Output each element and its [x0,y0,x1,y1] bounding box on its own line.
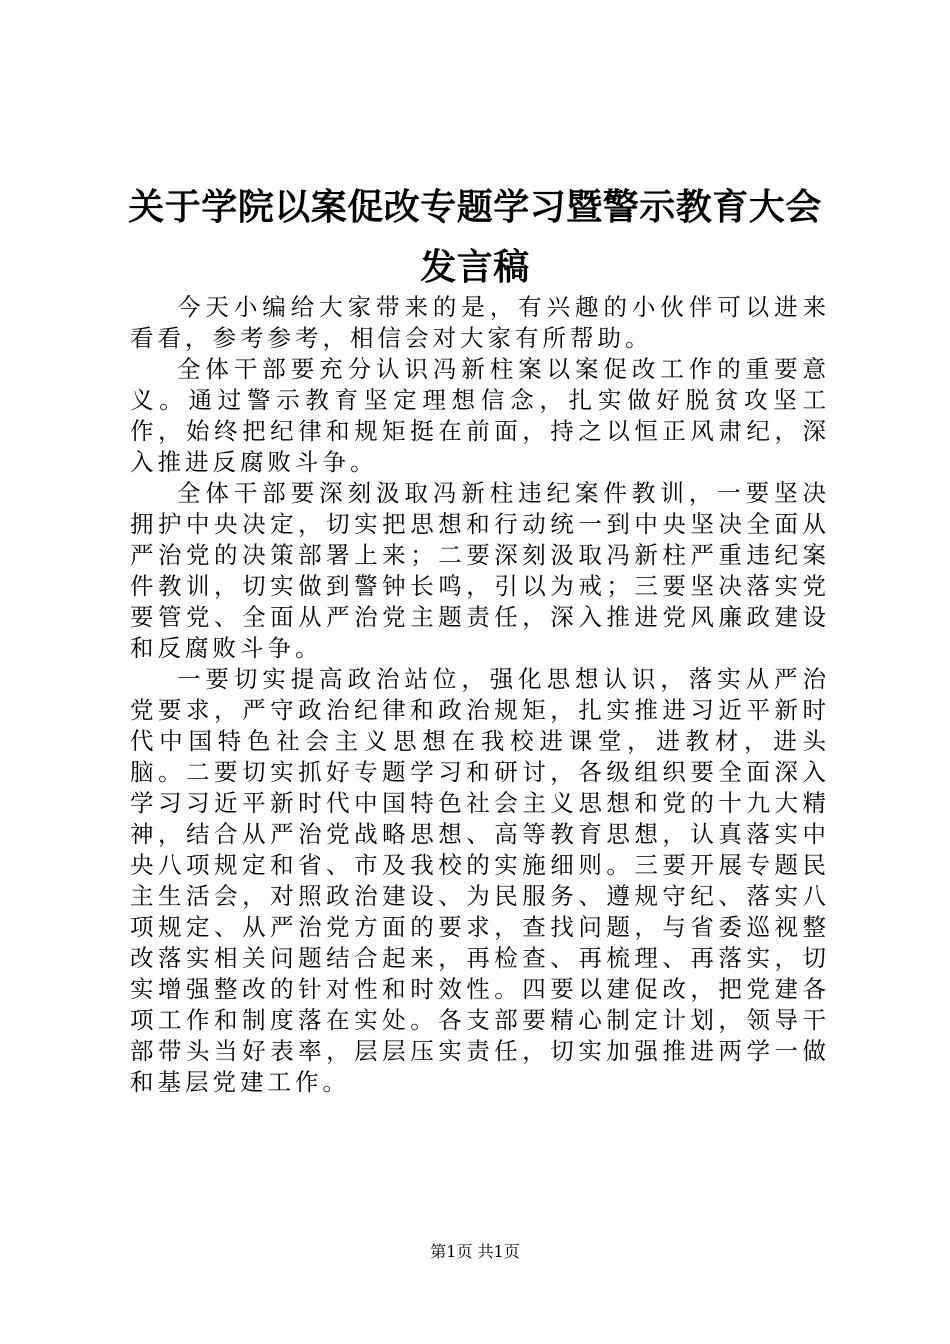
document-title: 关于学院以案促改专题学习暨警示教育大会发言稿 [128,187,822,288]
paragraph-intro: 今天小编给大家带来的是，有兴趣的小伙伴可以进来看看，参考参考，相信会对大家有所帮助。 [130,293,830,352]
paragraph-measures: 一要切实提高政治站位，强化思想认识，落实从严治党要求，严守政治纪律和政治规矩，扎实推进习近平新时代中国特色社会主义思想在我校进课堂，进教材，进头脑。二要切实抓好专题学习和研讨，各级组织要全面深入学习习近平新时代中国特色社会主义思想和党的十九大精神，结合从严治党战略思想、高等教育思想，认真落实中央八项规定和省、市及我校的实施细则。三要开展专题民主生活会，对照政治建设、为民服务、遵规守纪、落实八项规定、从严治党方面的要求，查找问题，与省委巡视整改落实相关问题结合起来，再检查、再梳理、再落实，切实增强整改的针对性和时效性。四要以建促改，把党建各项工作和制度落在实处。各支部要精心制定计划，领导干部带头当好表率，层层压实责任，切实加强推进两学一做和基层党建工作。 [130,665,830,1096]
paragraph-significance: 全体干部要充分认识冯新柱案以案促改工作的重要意义。通过警示教育坚定理想信念，扎实做好脱贫攻坚工作，始终把纪律和规矩挺在前面，持之以恒正风肃纪，深入推进反腐败斗争。 [130,355,830,476]
paragraph-lessons: 全体干部要深刻汲取冯新柱违纪案件教训，一要坚决拥护中央决定，切实把思想和行动统一到中央坚决全面从严治党的决策部署上来；二要深刻汲取冯新柱严重违纪案件教训，切实做到警钟长鸣，引以为戒；三要坚决落实党要管党、全面从严治党主题责任，深入推进党风廉政建设和反腐败斗争。 [130,479,830,662]
page-number-footer: 第1页 共1页 [430,1242,520,1261]
document-body [130,292,830,1098]
